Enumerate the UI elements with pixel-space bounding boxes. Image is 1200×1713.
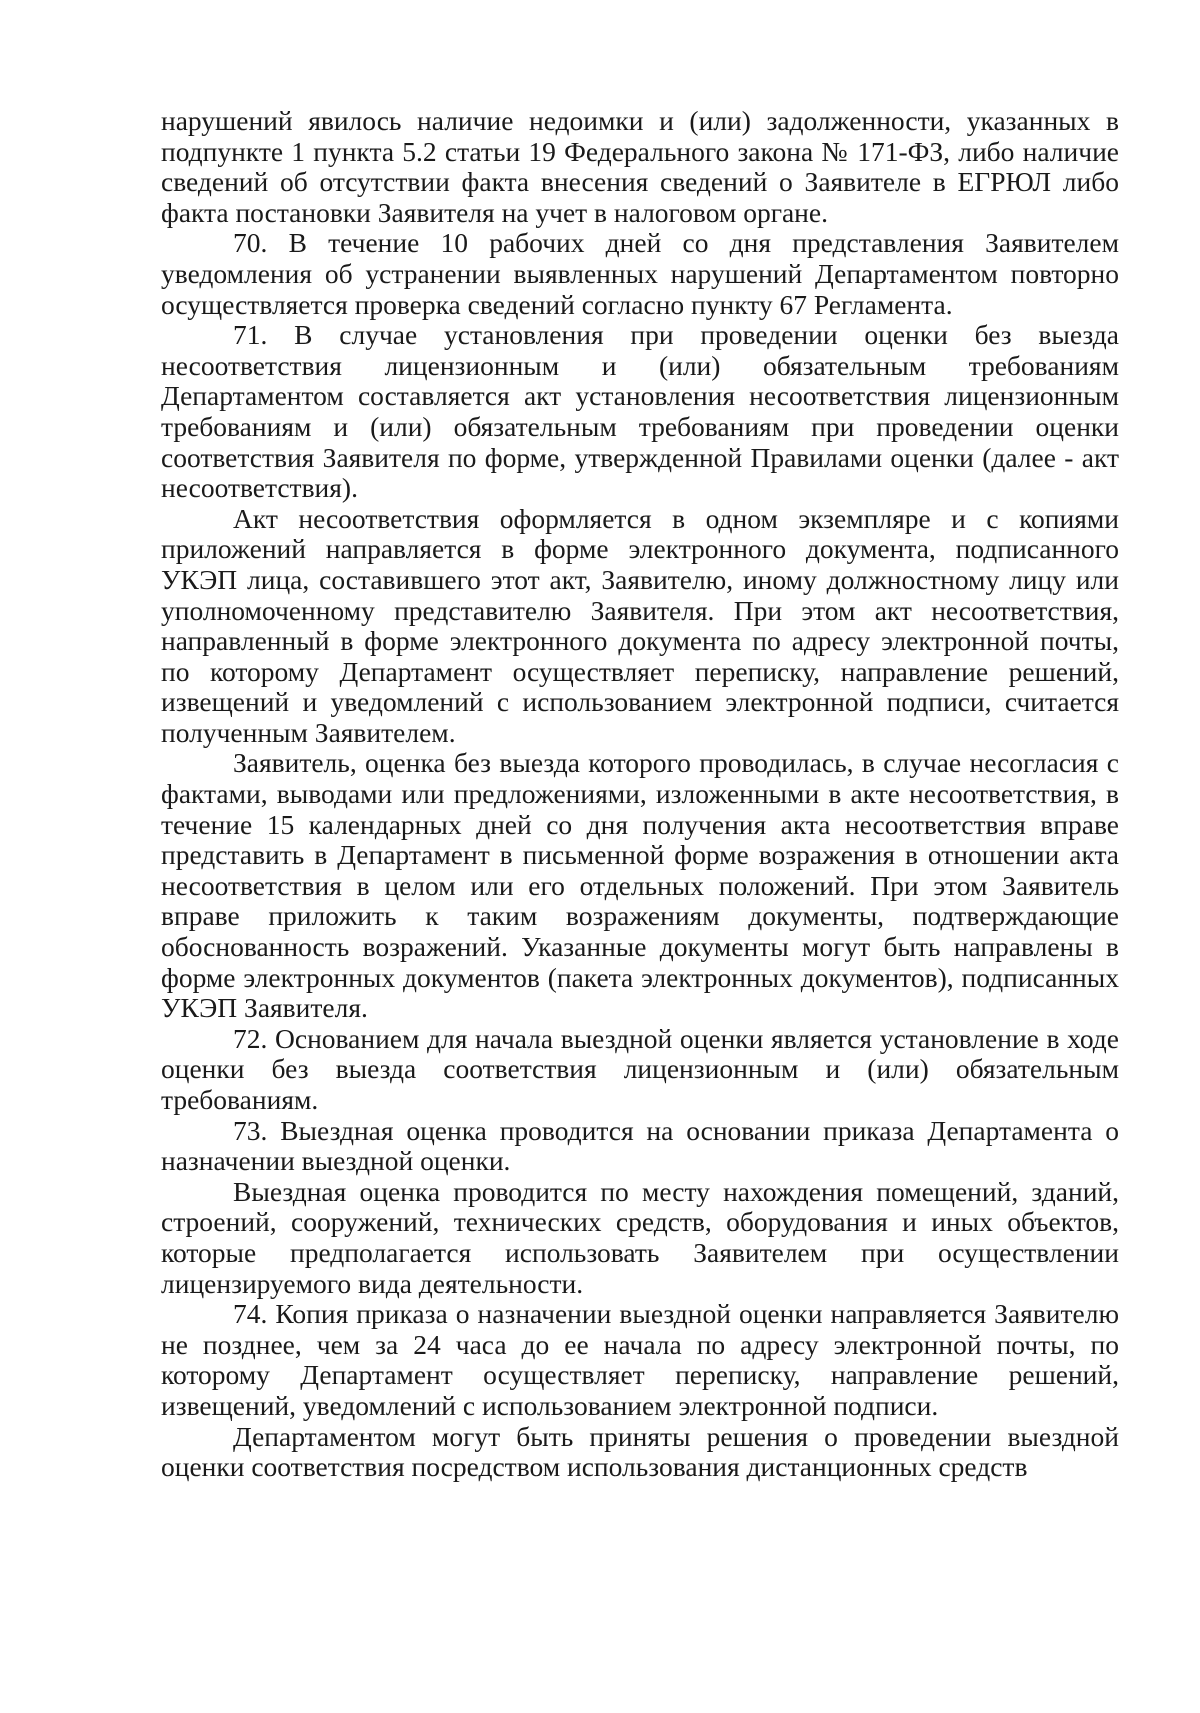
paragraph-item-73: 73. Выездная оценка проводится на основании приказа Департамента о назначении выездной оценки. [161,1114,1119,1177]
paragraph-violations-continuation: нарушений явилось наличие недоимки и (или) задолженности, указанных в подпункте 1 пункта 5.2 статьи 19 Федерального закона № 171-ФЗ, либо наличие сведений об отсутствии факта внесения сведений о Заявителе в ЕГРЮЛ либо факта постановки Заявителя на учет в налоговом органе. [161,105,1119,228]
paragraph-item-72: 72. Основанием для начала выездной оценки является установление в ходе оценки без выезда соответствия лицензионным и (или) обязательным требованиям. [161,1022,1119,1115]
document-page [161,106,1119,1483]
paragraph-item-71: 71. В случае установления при проведении оценки без выезда несоответствия лицензионным и (или) обязательным требованиям Департаментом составляется акт установления несоответствия лицензионным требованиям и (или) обязательным требованиям при проведении оценки соответствия Заявителя по форме, утвержденной Правилами оценки (далее - акт несоответствия). [161,319,1119,504]
paragraph-nonconformity-act: Акт несоответствия оформляется в одном экземпляре и с копиями приложений направляется в форме электронного документа, подписанного УКЭП лица, составившего этот акт, Заявителю, иному должностному лицу или уполномоченному представителю Заявителя. При этом акт несоответствия, направленный в форме электронного документа по адресу электронной почты, по которому Департамент осуществляет переписку, направление решений, извещений и уведомлений с использованием электронной подписи, считается полученным Заявителем. [161,502,1119,748]
paragraph-item-74: 74. Копия приказа о назначении выездной оценки направляется Заявителю не позднее, чем за 24 часа до ее начала по адресу электронной почты, по которому Департамент осуществляет переписку, направление решений, извещений, уведомлений с использованием электронной подписи. [161,1298,1119,1421]
paragraph-onsite-location: Выездная оценка проводится по месту нахождения помещений, зданий, строений, сооружений, технических средств, оборудования и иных объектов, которые предполагается использовать Заявителем при осуществлении лицензируемого вида деятельности. [161,1175,1119,1299]
paragraph-item-70: 70. В течение 10 рабочих дней со дня представления Заявителем уведомления об устранении выявленных нарушений Департаментом повторно осуществляется проверка сведений согласно пункту 67 Регламента. [161,227,1119,320]
paragraph-applicant-objections: Заявитель, оценка без выезда которого проводилась, в случае несогласия с фактами, выводами или предложениями, изложенными в акте несоответствия, в течение 15 календарных дней со дня получения акта несоответствия вправе представить в Департамент в письменной форме возражения в отношении акта несоответствия в целом или его отдельных положений. При этом Заявитель вправе приложить к таким возражениям документы, подтверждающие обоснованность возражений. Указанные документы могут быть направлены в форме электронных документов (пакета электронных документов), подписанных УКЭП Заявителя. [161,747,1119,1024]
paragraph-remote-assessment: Департаментом могут быть приняты решения о проведении выездной оценки соответствия посредством использования дистанционных средств [161,1420,1119,1483]
